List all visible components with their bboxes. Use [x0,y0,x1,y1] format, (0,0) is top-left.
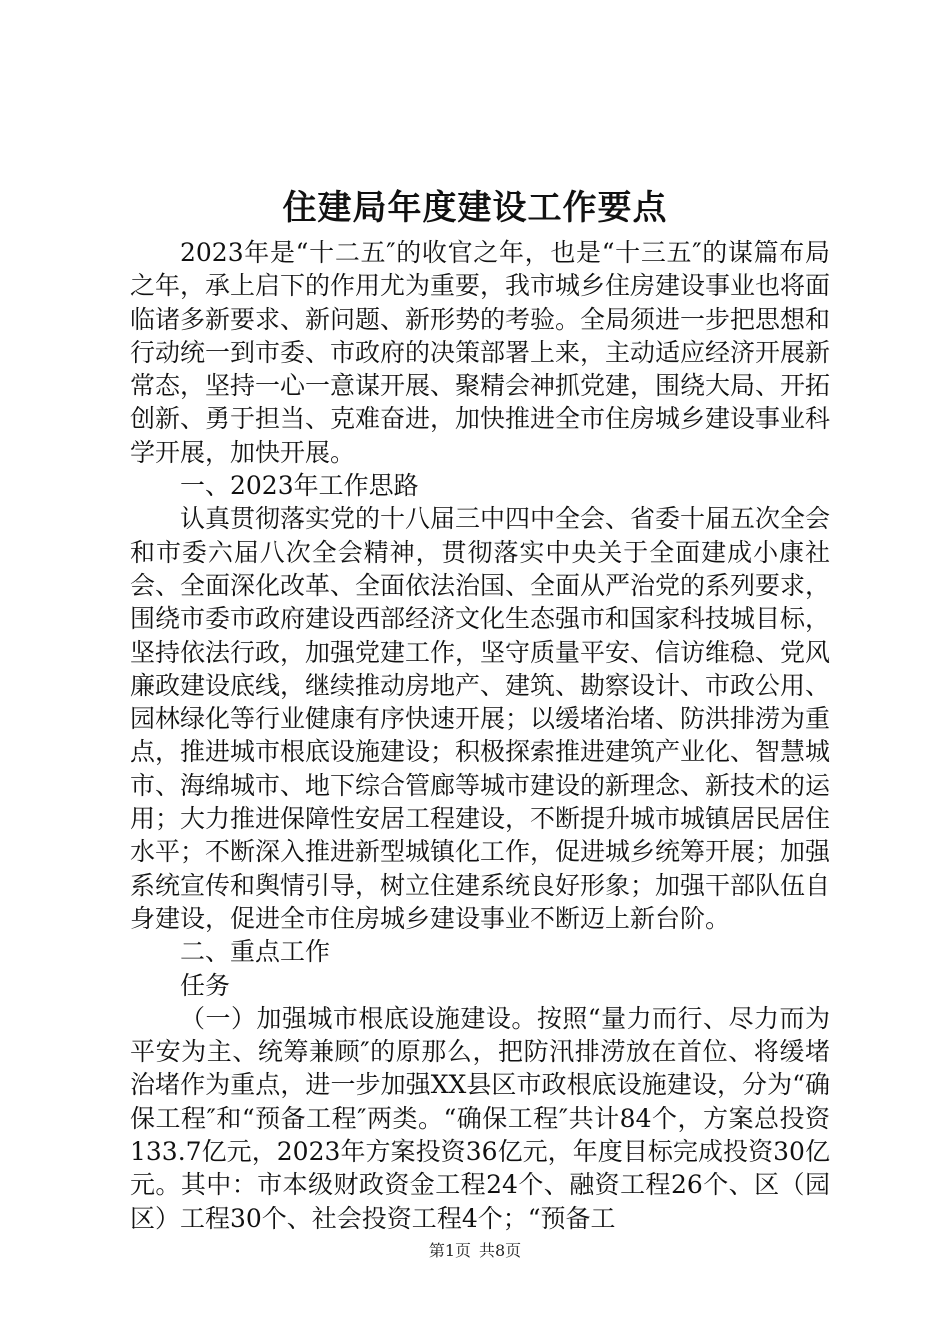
infrastructure-paragraph: （一）加强城市根底设施建设。按照“量力而行、尽力而为平安为主、统筹兼顾″的原那么，把防汛排涝放在首位、将缓堵治堵作为重点，进一步加强XX县区市政根底设施建设，分为“确保工程″和“预备工程″两类。“确保工程″共计84个，方案总投资133.7亿元，2023年方案投资36亿元，年度目标完成投资30亿元。其中：市本级财政资金工程24个、融资工程26个、区（园区）工程30个、社会投资工程4个；“预备工 [130,1003,830,1233]
intro-paragraph: 2023年是“十二五″的收官之年，也是“十三五″的谋篇布局之年，承上启下的作用尤为重要，我市城乡住房建设事业也将面临诸多新要求、新问题、新形势的考验。全局须进一步把思想和行动统一到市委、市政府的决策部署上来，主动适应经济开展新常态，坚持一心一意谋开展、聚精会神抓党建，围绕大局、开拓创新、勇于担当、克难奋进，加快推进全市住房城乡建设事业科学开展，加快开展。 [130,238,831,467]
section-heading-work-ideas: 一、2023年工作思路 [180,471,419,501]
document-body [130,236,830,1235]
subheading-tasks: 任务 [180,970,231,1000]
page-number: 第1页 [428,1241,471,1260]
work-ideas-paragraph: 认真贯彻落实党的十八届三中四中全会、省委十届五次全会和市委六届八次全会精神，贯彻落实中央关于全面建成小康社会、全面深化改革、全面依法治国、全面从严治党的系列要求，围绕市委市政府建设西部经济文化生态强市和国家科技城目标，坚持依法行政，加强党建工作，坚守质量平安、信访维稳、党风廉政建设底线，继续推动房地产、建筑、勘察设计、市政公用、园林绿化等行业健康有序快速开展；以缓堵治堵、防洪排涝为重点，推进城市根底设施建设；积极探索推进建筑产业化、智慧城市、海绵城市、地下综合管廊等城市建设的新理念、新技术的运用；大力推进保障性安居工程建设，不断提升城市城镇居民居住水平；不断深入推进新型城镇化工作，促进城乡统筹开展；加强系统宣传和舆情引导，树立住建系统良好形象；加强干部队伍自身建设，促进全市住房城乡建设事业不断迈上新台阶。 [130,504,831,933]
page-footer [0,1240,950,1262]
page-total: 共8页 [479,1241,522,1260]
section-heading-key-work: 二、重点工作 [180,937,331,967]
document-title: 住建局年度建设工作要点 [282,188,668,228]
